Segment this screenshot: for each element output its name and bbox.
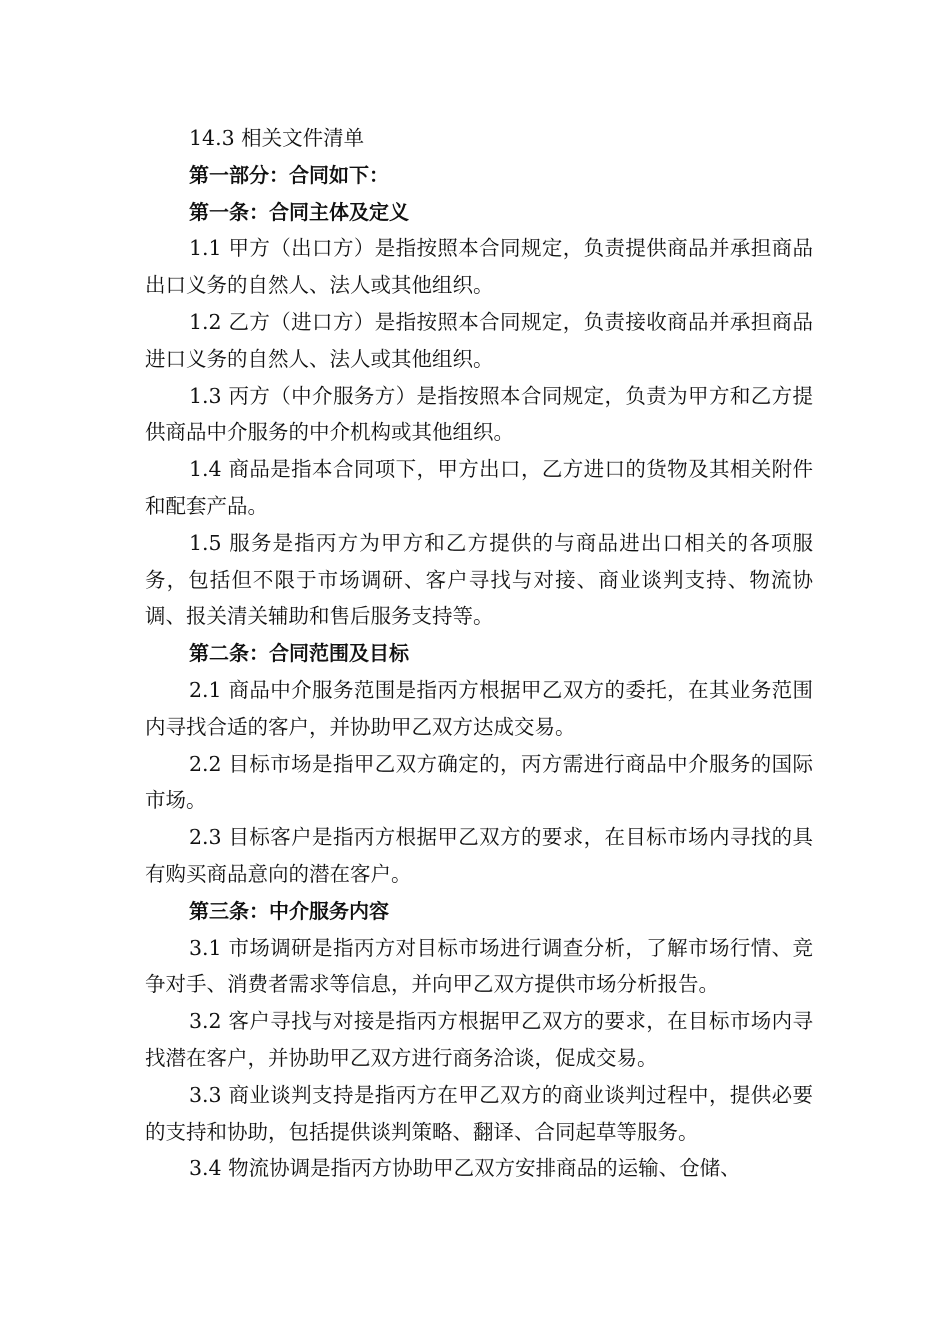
clause-1-1: 1.1 甲方（出口方）是指按照本合同规定，负责提供商品并承担商品出口义务的自然人、法人或其他组织。	[145, 236, 813, 298]
toc-line-14-3: 14.3 相关文件清单	[189, 126, 365, 150]
clause-2-1: 2.1 商品中介服务范围是指丙方根据甲乙双方的委托，在其业务范围内寻找合适的客户，并协助甲乙双方达成交易。	[145, 677, 813, 739]
clause-1-2: 1.2 乙方（进口方）是指按照本合同规定，负责接收商品并承担商品进口义务的自然人、法人或其他组织。	[145, 309, 813, 371]
clause-3-4: 3.4 物流协调是指丙方协助甲乙双方安排商品的运输、仓储、	[189, 1156, 741, 1181]
clause-3-3: 3.3 商业谈判支持是指丙方在甲乙双方的商业谈判过程中，提供必要的支持和协助，包括提供谈判策略、翻译、合同起草等服务。	[145, 1082, 813, 1144]
clause-1-4: 1.4 商品是指本合同项下，甲方出口，乙方进口的货物及其相关附件和配套产品。	[145, 457, 813, 518]
clause-2-3: 2.3 目标客户是指丙方根据甲乙双方的要求，在目标市场内寻找的具有购买商品意向的潜在客户。	[145, 825, 813, 886]
clause-1-5: 1.5 服务是指丙方为甲方和乙方提供的与商品进出口相关的各项服务，包括但不限于市场调研、客户寻找与对接、商业谈判支持、物流协调、报关清关辅助和售后服务支持等。	[145, 530, 813, 629]
article-3-heading: 第三条：中介服务内容	[189, 898, 389, 923]
part-one-heading: 第一部分：合同如下：	[189, 162, 389, 187]
clause-2-2: 2.2 目标市场是指甲乙双方确定的，丙方需进行商品中介服务的国际市场。	[145, 751, 813, 813]
contract-body	[145, 120, 813, 1187]
article-1-heading: 第一条：合同主体及定义	[189, 199, 409, 224]
article-2-heading: 第二条：合同范围及目标	[189, 641, 409, 666]
clause-3-1: 3.1 市场调研是指丙方对目标市场进行调查分析，了解市场行情、竞争对手、消费者需求等信息，并向甲乙双方提供市场分析报告。	[145, 935, 813, 997]
clause-1-3: 1.3 丙方（中介服务方）是指按照本合同规定，负责为甲方和乙方提供商品中介服务的中介机构或其他组织。	[145, 383, 813, 445]
clause-3-2: 3.2 客户寻找与对接是指丙方根据甲乙双方的要求，在目标市场内寻找潜在客户，并协助甲乙双方进行商务洽谈，促成交易。	[145, 1009, 813, 1070]
